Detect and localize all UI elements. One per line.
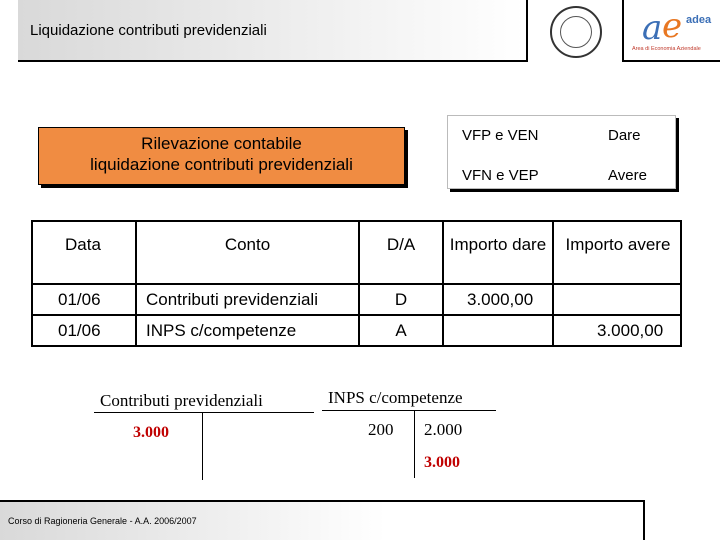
header-importo-avere: Importo avere — [565, 235, 671, 254]
header-da: D/A — [386, 235, 416, 254]
header-importo-dare: Importo dare — [449, 235, 547, 254]
t-account-1-title: Contributi previdenziali — [100, 391, 263, 410]
t-account-2-credit-2: 3.000 — [424, 454, 460, 471]
t-account-2-vline — [414, 410, 415, 478]
row1-date: 01/06 — [58, 290, 101, 309]
orange-title-line2: liquidazione contributi previdenziali — [90, 155, 353, 174]
row2-da: A — [395, 321, 407, 340]
university-seal-logo — [550, 6, 602, 58]
t-account-2-credit-1: 2.000 — [424, 420, 463, 439]
t-account-1-hline — [94, 412, 314, 413]
adea-logo-a-glyph: a — [642, 8, 663, 48]
legend-right-2: Avere — [608, 167, 647, 184]
row2-date: 01/06 — [58, 321, 101, 340]
header-conto: Conto — [224, 235, 271, 254]
legend-left-2: VFN e VEP — [462, 167, 539, 184]
seal-text — [552, 8, 600, 56]
legend-left-1: VFP e VEN — [462, 127, 539, 144]
footer-text: Corso di Ragioneria Generale - A.A. 2006/2007 — [8, 516, 197, 526]
t-account-1-debit-1: 3.000 — [133, 424, 169, 441]
legend-right-1: Dare — [608, 127, 641, 144]
table-divider — [31, 314, 682, 316]
row2-account: INPS c/competenze — [146, 321, 297, 340]
t-account-2-debit-1: 200 — [368, 420, 394, 439]
adea-logo-word: adea — [686, 14, 712, 26]
orange-title-text — [38, 133, 405, 175]
row1-da: D — [394, 290, 408, 309]
orange-title-line1: Rilevazione contabile — [141, 134, 302, 153]
header-data: Data — [65, 235, 101, 254]
adea-logo-subtitle: Area di Economia Aziendale — [632, 46, 701, 52]
row1-debit: 3.000,00 — [467, 290, 534, 309]
t-account-2-hline — [322, 410, 496, 411]
t-account-1-vline — [202, 412, 203, 480]
t-account-2-title: INPS c/competenze — [328, 388, 463, 407]
page-title: Liquidazione contributi previdenziali — [30, 22, 267, 39]
row1-account: Contributi previdenziali — [146, 290, 318, 309]
table-divider — [31, 283, 682, 285]
row2-credit: 3.000,00 — [597, 321, 664, 340]
adea-logo-e-glyph: e — [662, 6, 683, 46]
